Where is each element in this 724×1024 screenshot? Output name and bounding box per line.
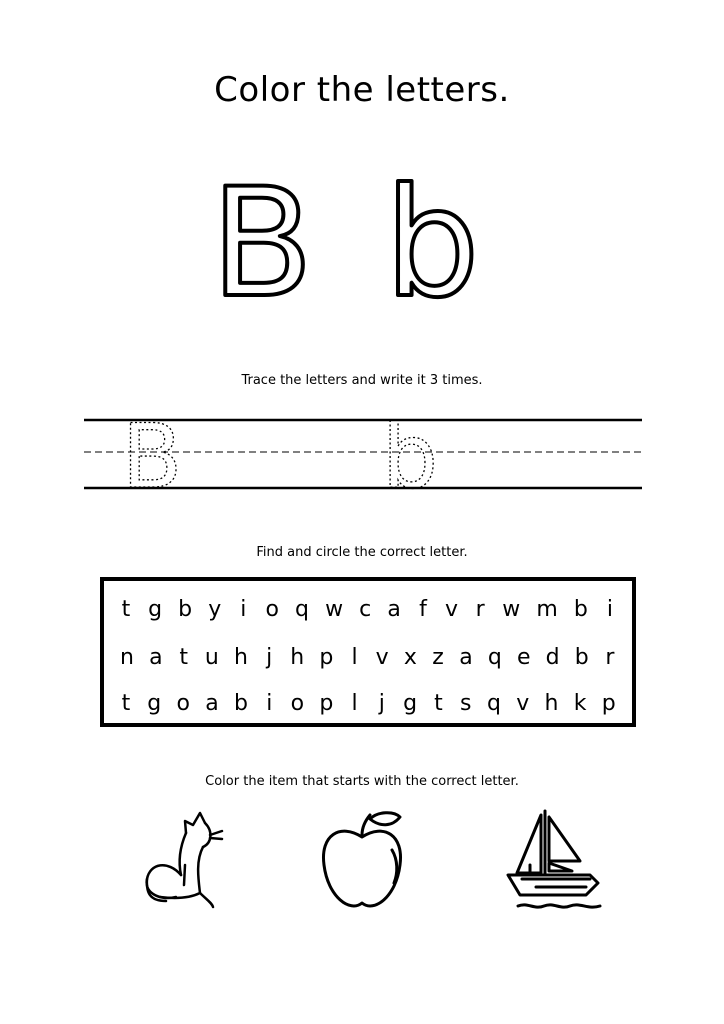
grid-letter[interactable]: e (516, 645, 531, 670)
grid-letter[interactable]: u (204, 645, 219, 670)
trace-letter-lower: b (382, 410, 438, 500)
grid-letter[interactable]: i (606, 597, 613, 622)
grid-letter[interactable]: y (208, 597, 222, 622)
grid-letter[interactable]: q (487, 645, 502, 670)
grid-letter[interactable]: a (205, 691, 219, 716)
grid-letter[interactable]: o (265, 597, 279, 622)
outline-letter-upper: B (210, 160, 314, 320)
grid-letter[interactable]: x (403, 645, 417, 670)
grid-letter[interactable]: h (290, 645, 305, 670)
grid-letter[interactable]: h (234, 645, 248, 670)
grid-letter[interactable]: g (147, 691, 162, 716)
grid-letter[interactable]: f (419, 597, 427, 622)
grid-letter[interactable]: l (351, 691, 358, 716)
grid-letter[interactable]: o (290, 691, 305, 716)
grid-row (104, 691, 632, 716)
grid-letter[interactable]: r (475, 597, 485, 622)
grid-letter[interactable]: s (459, 691, 472, 716)
sailboat-icon[interactable] (508, 811, 600, 907)
grid-letter[interactable]: b (178, 597, 193, 622)
grid-letter[interactable]: v (516, 691, 530, 716)
picture-row (0, 805, 724, 925)
grid-letter[interactable]: h (544, 691, 559, 716)
grid-letter[interactable]: w (502, 597, 521, 622)
grid-letter[interactable]: d (545, 645, 560, 670)
grid-letter[interactable]: a (149, 645, 163, 670)
grid-letter[interactable]: t (179, 645, 189, 670)
grid-letter[interactable]: q (486, 691, 501, 716)
grid-letter[interactable]: o (176, 691, 190, 716)
trace-letter-upper: B (121, 410, 183, 500)
grid-letter[interactable]: t (434, 691, 443, 716)
grid-letter[interactable]: p (601, 691, 616, 716)
grid-letter[interactable]: k (573, 691, 587, 716)
grid-letter[interactable]: i (240, 597, 247, 622)
grid-row (104, 645, 632, 670)
grid-letter[interactable]: a (459, 645, 473, 670)
letter-grid (100, 577, 636, 727)
color-instructions: Color the item that starts with the correct letter. (205, 774, 519, 789)
grid-letter[interactable]: c (359, 597, 372, 622)
grid-letter[interactable]: v (445, 597, 459, 622)
grid-letter[interactable]: l (351, 645, 358, 670)
grid-letter[interactable]: t (121, 597, 131, 622)
grid-letter[interactable]: t (121, 691, 131, 716)
grid-letter[interactable]: p (319, 645, 334, 670)
grid-letter[interactable]: g (148, 597, 163, 622)
find-instructions: Find and circle the correct letter. (256, 545, 468, 560)
trace-instructions: Trace the letters and write it 3 times. (241, 373, 483, 388)
grid-letter[interactable]: w (325, 597, 344, 622)
grid-letter[interactable]: q (295, 597, 309, 622)
page-title: Color the letters. (214, 70, 510, 110)
grid-letter[interactable]: r (605, 645, 615, 670)
grid-letter[interactable]: m (536, 597, 558, 622)
grid-letter[interactable]: b (573, 597, 588, 622)
outline-letters (0, 160, 724, 320)
grid-letter[interactable]: a (387, 597, 401, 622)
cat-icon[interactable] (147, 813, 222, 907)
grid-letter[interactable]: j (378, 691, 385, 716)
apple-icon[interactable] (323, 813, 400, 906)
grid-letter[interactable]: n (120, 645, 134, 670)
grid-letter[interactable]: z (432, 645, 444, 670)
grid-letter[interactable]: p (319, 691, 334, 716)
grid-letter[interactable]: j (266, 645, 273, 670)
grid-letter[interactable]: i (266, 691, 273, 716)
grid-letter[interactable]: g (403, 691, 418, 716)
grid-row (104, 597, 632, 622)
outline-letter-lower: b (384, 160, 480, 320)
tracing-lines[interactable] (84, 410, 642, 500)
grid-letter[interactable]: v (375, 645, 389, 670)
grid-letter[interactable]: b (234, 691, 249, 716)
grid-letter[interactable]: b (574, 645, 589, 670)
